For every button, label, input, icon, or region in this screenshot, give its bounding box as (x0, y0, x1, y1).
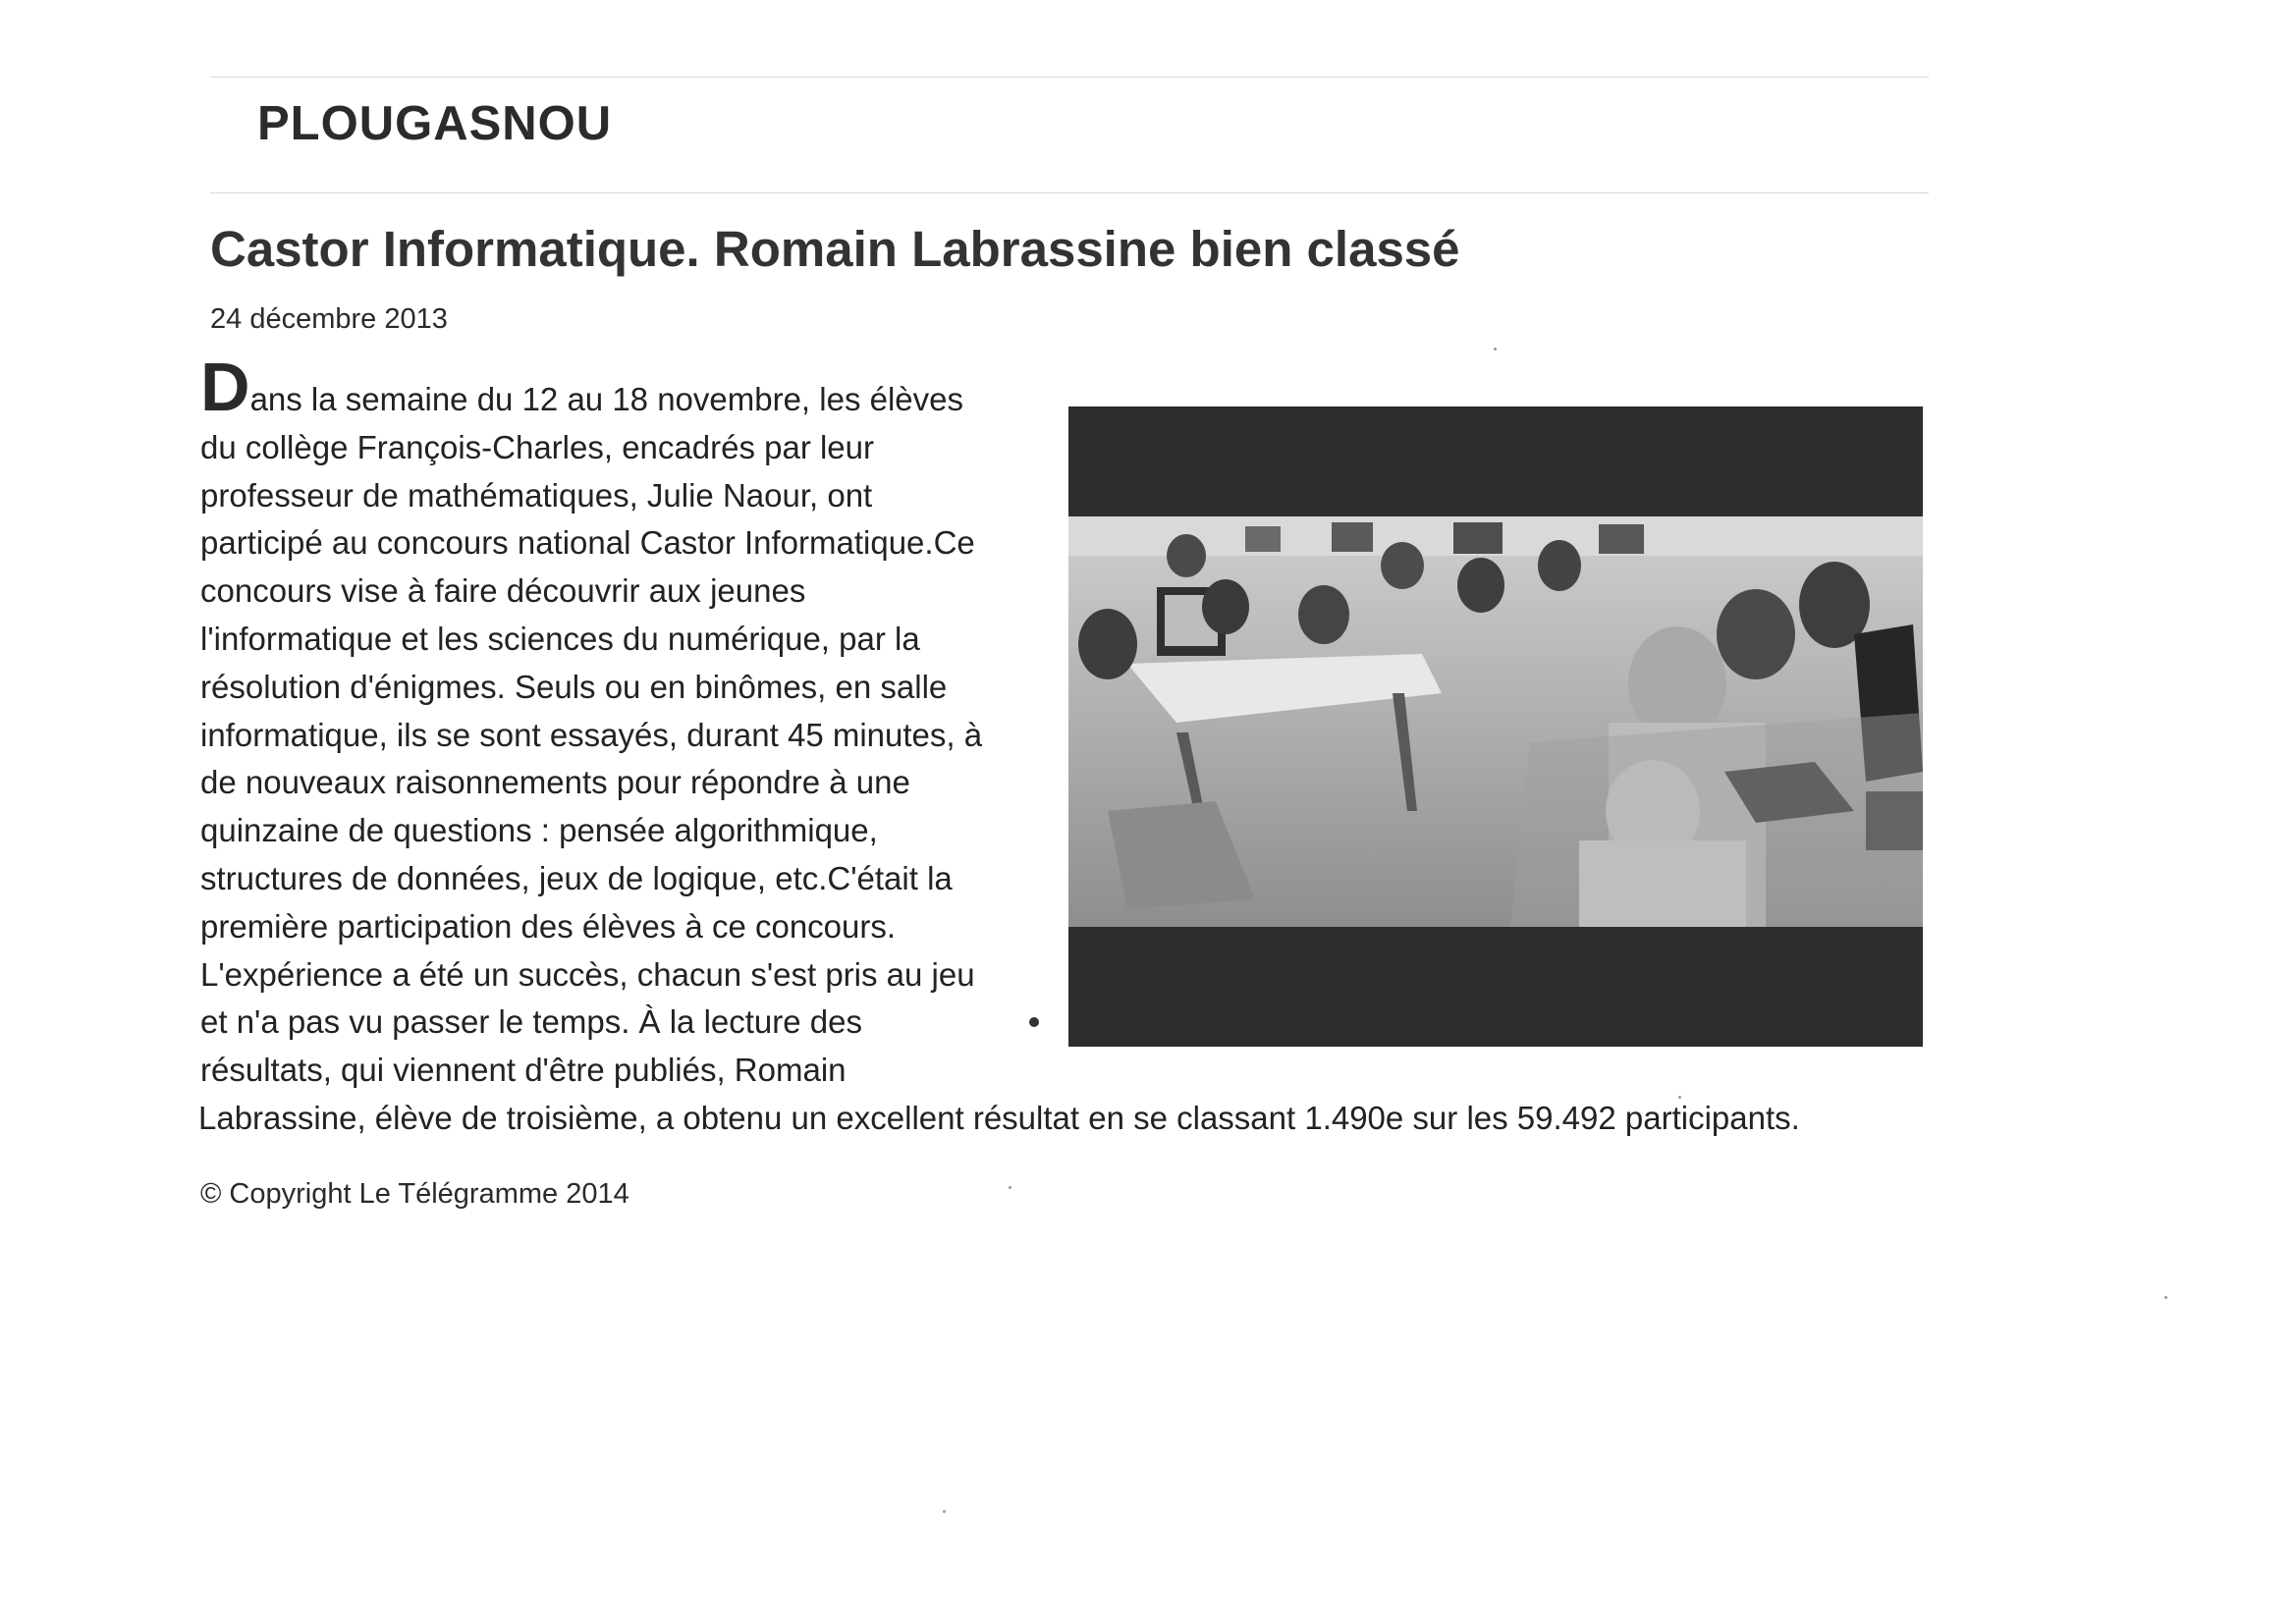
stray-dot (1029, 1017, 1039, 1027)
scan-speck (943, 1510, 946, 1513)
article-headline: Castor Informatique. Romain Labrassine bien classé (210, 221, 1460, 277)
section-title: PLOUGASNOU (257, 97, 613, 150)
body-line: Labrassine, élève de troisième, a obtenu un excellent résultat en se classant 1.490e sur les 59.492 participants. (198, 1099, 1800, 1136)
body-line: l'informatique et les sciences du numérique, par la (200, 620, 920, 657)
body-line: L'expérience a été un succès, chacun s'est pris au jeu (200, 955, 975, 993)
article-photo (1068, 406, 1923, 1047)
body-line: résolution d'énigmes. Seuls ou en binômes, en salle (200, 668, 948, 705)
body-line-text: ans la semaine du 12 au 18 novembre, les élèves (249, 381, 964, 417)
drop-cap: D (200, 349, 250, 425)
body-line: résultats, qui viennent d'être publiés, Romain (200, 1052, 847, 1089)
body-line: première participation des élèves à ce concours. (200, 907, 897, 945)
scan-speck (1678, 1096, 1681, 1099)
body-line: et n'a pas vu passer le temps. À la lecture des (200, 1003, 862, 1041)
body-line: du collège François-Charles, encadrés par leur (200, 428, 875, 465)
article-date: 24 décembre 2013 (210, 303, 448, 335)
scan-speck (1009, 1186, 1011, 1189)
body-line: informatique, ils se sont essayés, durant 45 minutes, à (200, 716, 983, 753)
copyright-notice: © Copyright Le Télégramme 2014 (200, 1178, 629, 1210)
body-line: de nouveaux raisonnements pour répondre à une (200, 764, 910, 801)
body-line: concours vise à faire découvrir aux jeunes (200, 572, 806, 610)
body-line: professeur de mathématiques, Julie Naour, ont (200, 476, 873, 514)
classroom-photo (1068, 516, 1923, 927)
scan-speck (2164, 1296, 2167, 1299)
body-line: participé au concours national Castor Informatique.Ce (200, 524, 975, 562)
body-line: quinzaine de questions : pensée algorithmique, (200, 812, 878, 849)
header-rule-bottom (210, 192, 1929, 193)
header-rule-top (210, 77, 1929, 78)
scan-speck (1494, 348, 1497, 351)
body-line: structures de données, jeux de logique, etc.C'était la (200, 859, 953, 896)
